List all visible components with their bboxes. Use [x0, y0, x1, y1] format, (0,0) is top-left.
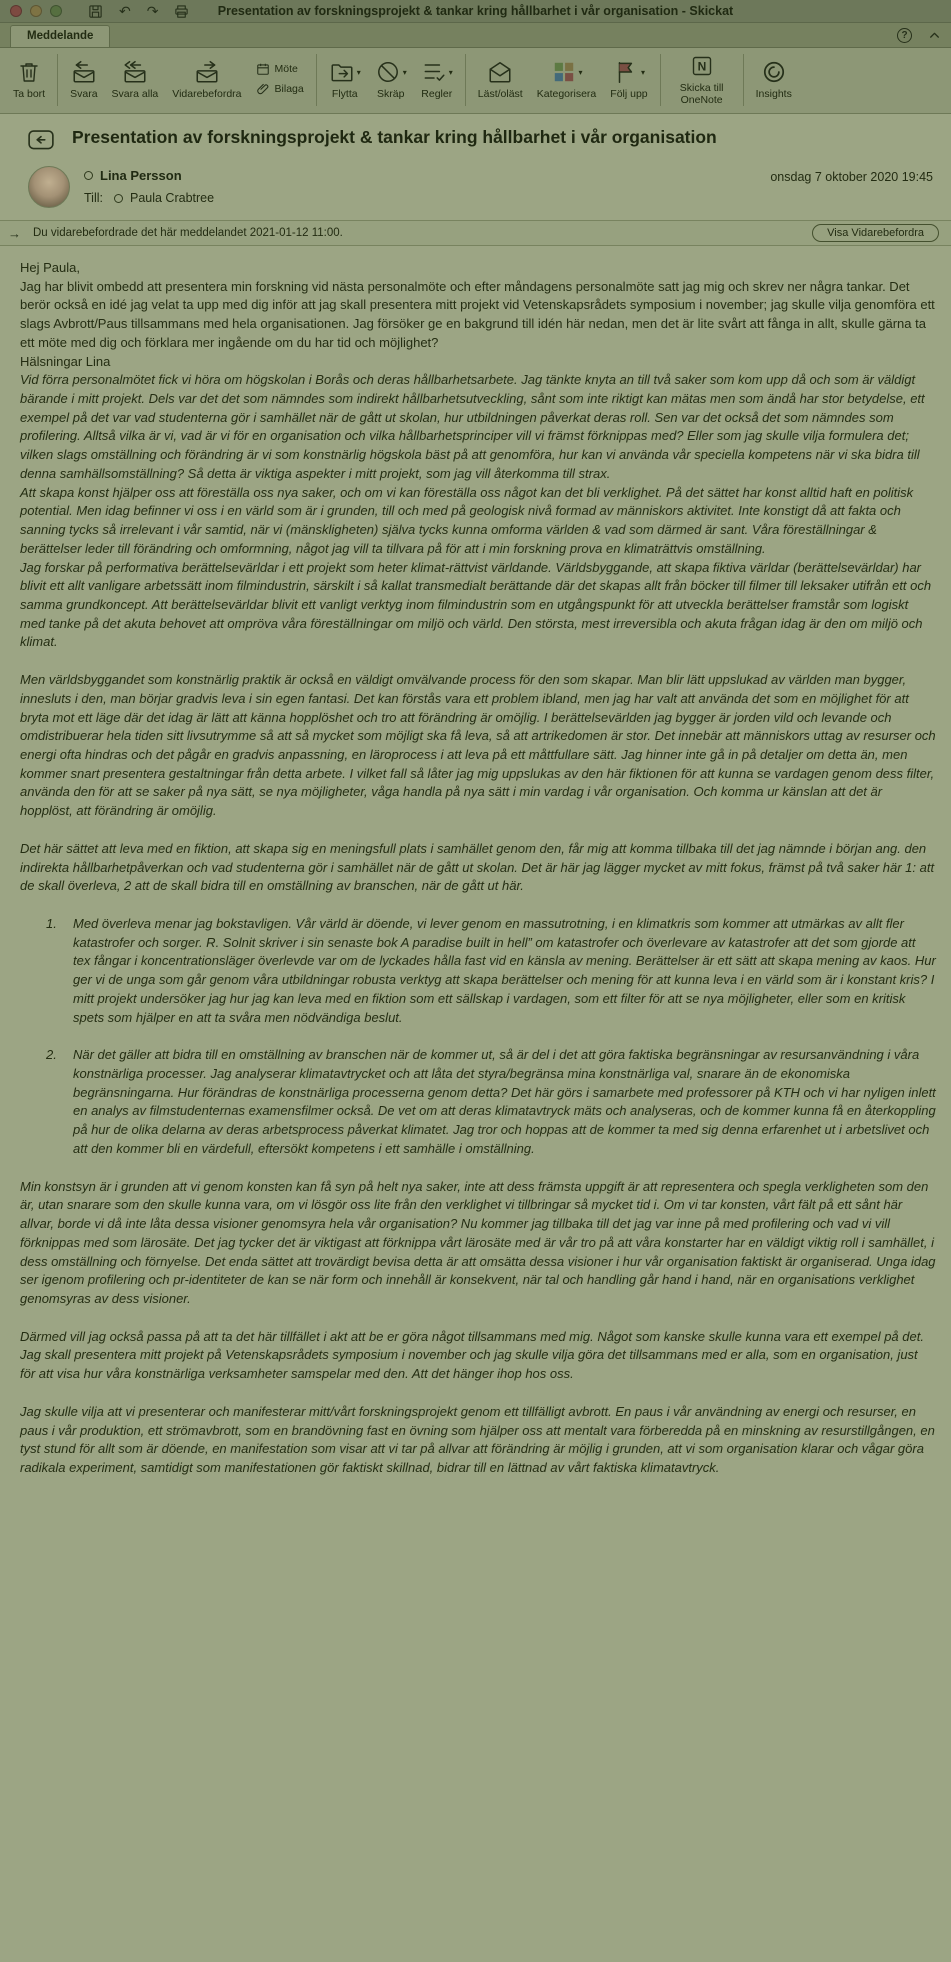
titlebar — [0, 0, 951, 23]
forwarded-notice-text: Du vidarebefordrade det här meddelandet 2021-01-12 11:00. — [33, 227, 343, 239]
email-paragraph: Det här sättet att leva med en fiktion, att skapa sig en meningsfull plats i samhället genom den, får mig att komma tillbaka till det jag nämnde i början ang. den indirekta hållbarhetpåverkan och vad studenterna gör i samhället när de gått ut skolan. Det är här jag lägger mycket av mitt fokus, främst på två saker här 1: att de skall överleva, 2 att de skall bidra till en omställning av branschen, när de gått ut här. — [20, 840, 935, 894]
ribbon-divider — [316, 54, 317, 106]
folder-move-icon — [329, 59, 355, 85]
sender-name[interactable]: Lina Persson — [100, 168, 182, 183]
rules-button[interactable]: ▾ Regler — [414, 55, 460, 104]
flag-icon — [613, 59, 639, 85]
presence-indicator — [84, 171, 93, 180]
email-body — [0, 246, 951, 1508]
follow-up-button[interactable]: ▾ Följ upp — [603, 55, 654, 104]
dropdown-caret-icon: ▾ — [640, 67, 645, 77]
help-icon[interactable]: ? — [897, 28, 912, 43]
ribbon-divider — [465, 54, 466, 106]
insights-icon — [761, 58, 787, 86]
dropdown-caret-icon: ▾ — [578, 67, 583, 77]
email-paragraph: Jag skulle vilja att vi presenterar och manifesterar mitt/vårt forskningsprojekt genom ett tillfälligt avbrott. En paus i vår användning av energi och resurser, en paus i vår produktion, ett strömavbrott, som en brandövning fast en övning som hjälper oss att mentalt vara förberedda på en minskning av resurstillgången, en tyst stund för allt som är döende, en manifestation som visar att vi tar på allvar att förändring är möjlig i grunden, att vi som organisation klarar och vågar göra radikala experiment, samtidigt som manifestationen gör faktiskt skillnad, bidrar till en lättnad av vårt faktiska klimatavtryck. — [20, 1403, 935, 1475]
reply-button[interactable]: Svara — [63, 55, 104, 104]
message-date: onsdag 7 oktober 2020 19:45 — [770, 170, 933, 184]
dropdown-caret-icon: ▾ — [402, 67, 407, 77]
ribbon-divider — [57, 54, 58, 106]
move-button[interactable]: ▾ Flytta — [322, 55, 368, 104]
collapse-ribbon-icon[interactable] — [928, 29, 941, 42]
email-paragraph: Vid förra personalmötet fick vi höra om högskolan i Borås och deras hållbarhetsarbete. Jag tänkte knyta an till två saker som kom upp då och som är väldigt bärande i mitt projekt. Dels var det det som nämndes som indirekt hållbarhetsutveckling, sånt som inte riktigt kan mätas men som ändå har stor betydelse, ett exempel på det var vad studenterna gör i samhället när de gått ut skolan, hur utbildningen påverkat deras roll. Sen var det också det som nämndes som profilering. Alltså vilka är vi, vad är vi för en organisation och vilka hållbarhetsprinciper vill vi främst förknippas med? Eller som jag skulle vilja formulera det; vilken slags omställning och förändring är vi som konstnärlig högskola bäst på att genomföra, hur kan vi använda vår speciella kompetens när vi ska bidra till denna samhällsomställning? Så detta är viktiga aspekter i mitt projekt, som jag vill återkomma till strax. — [20, 372, 925, 481]
svg-text:N: N — [697, 59, 706, 74]
presence-indicator — [114, 194, 123, 203]
conversation-icon — [26, 126, 56, 156]
undo-icon[interactable]: ↶ — [119, 3, 131, 19]
list-number: 1. — [46, 916, 57, 931]
tab-meddelande[interactable]: Meddelande — [10, 25, 110, 47]
calendar-icon — [256, 62, 270, 76]
send-to-onenote-button[interactable]: N Skicka till OneNote — [666, 49, 738, 109]
window-title: Presentation av forskningsprojekt & tankar kring hållbarhet i vår organisation - Skickat — [217, 4, 734, 18]
zoom-window-button[interactable] — [50, 5, 62, 17]
reply-all-button[interactable]: Svara alla — [105, 55, 166, 104]
email-paragraph: Att skapa konst hjälper oss att föreställa oss nya saker, och om vi kan föreställa oss något kan det bli verklighet. På det sättet har konst alltid haft en politisk potential. Men idag befinner vi oss i en värld som är i grunden, till och med på geologisk nivå formad av människors aktivitet. Inte konstigt då att fakta och sanning tycks så irrelevant i vår samtid, när vi (mänskligheten) själva tycks kunna omforma världen & vad som därmed är sant. Våra föreställningar & berättelser leder till förändring och omformning, något jag vill ta tillvara på för att i min forskning prova en klimaträttvis omställning. — [20, 484, 914, 556]
read-unread-button[interactable]: Läst/oläst — [471, 55, 530, 104]
ribbon-divider — [743, 54, 744, 106]
categorize-squares-icon — [551, 59, 577, 85]
email-paragraph: Därmed vill jag också passa på att ta det här tillfället i akt att be er göra något tillsammans med mig. Något som kanske skulle kunna vara ett exempel på det. Jag skall presentera mitt projekt på Vetenskapsrådets symposium i november och jag skulle vilja göra det tillsammans med er alla, som en organisation, just för att visa hur våra konstnärliga verksamheter samspelar med den. Att det hänger ihop hos oss. — [20, 1328, 924, 1382]
print-icon[interactable] — [174, 4, 189, 19]
list-text: Med överleva menar jag bokstavligen. Vår värld är döende, vi lever genom en massutrotning, i en klimatkris som kommer att utmärkas av allt fler katastrofer och sorger. R. Solnit skriver i sin senaste bok A paradise built in hell” om katastrofer och överlevare av katastrofer att det som gjorde att tex fångar i koncentrationsläger överlevde var om de lyckades hålla fast vid en känsla av mening. Berättelser är ett sätt att skapa mening av kaos. Hur ger vi de unga som går genom våra utbildningar robusta verktyg att skapa berättelser och mening för att kunna leva i en värld som är i konstant kris? I mitt projekt undersöker jag hur jag kan leva med en fiktion som ett sällskap i vardagen, som ett filter för att se nya möjligheter, eller som en kritisk spets som hjälper en att ta svåra men nödvändiga beslut. — [73, 916, 936, 1025]
rules-icon — [421, 59, 447, 85]
trash-icon — [17, 58, 41, 86]
junk-icon — [375, 59, 401, 85]
save-icon[interactable] — [88, 4, 103, 19]
sender-avatar[interactable] — [28, 166, 70, 208]
paperclip-icon — [256, 82, 270, 96]
email-paragraph: Men världsbyggandet som konstnärlig praktik är också en väldigt omvälvande process för den som skapar. Man blir lätt uppslukad av världen man bygger, innesluts i den, man börjar gradvis leva i sin egen fantasi. Det kan förstås vara ett problem ibland, men jag har valt att använda det som en möjlighet för att bryta mot ett läge där det idag är lätt att känna hopplöshet och tro att förändring är omöjlig. I berättelsevärlden jag bygger är jorden vild och levande och omdistribuerar hela tiden sitt livsutrymme så att så mycket som möjligt ska få leva, så att artrikedomen är stor. Det innebär att människors uttag av resurser och energi ofta hindras och det pågår en gradvis anpassning, en läroprocess i att leva på ett måttfullare sätt. Jag hinner inte gå in på detaljer om detta än, men kommer snart presentera gestaltningar från detta arbete. I vilket fall så låter jag mig uppslukas av den här fiktionen för att kunna se vardagen genom dess filter, använda den för att se saker på nya sätt, se nya möjligheter, våga handla på nya sätt i min vardag i vår organisation. Och komma ur känslan att det är hopplöst, att förändring är omöjlig. — [20, 672, 936, 819]
delete-button[interactable]: Ta bort — [6, 55, 52, 104]
forwarded-notice-bar — [0, 220, 951, 246]
email-paragraph: Min konstsyn är i grunden att vi genom konsten kan få syn på helt nya saker, inte att dess främsta uppgift är att representera och spegla verkligheten som den är, utan snarare som den skulle kunna vara, om vi lösgör oss lite från den verklighet vi tillbringar så mycket tid i. Om vi tar konsten, vårt fält på ett sånt här allvar, borde vi då inte låta dessa visioner genomsyra hela vår organisation? Nu kommer jag tillbaka till det jag var inne på med profilering och vad vi vill förknippas med som lärosäte. Det jag tycker det är viktigast att förknippa vårt lärosäte med är vår tro på att våra konstarter har en väldigt viktig roll i samhället, i dess omställning och förnyelse. Det enda sättet att trovärdigt bevisa detta är att omsätta dessa visioner i hur vår organisation faktiskt är organiserad. Unga idag ser igenom profilering och pr-identiteter de kan se när form och innehåll är konsekvent, när tal och handling går hand i hand, när en organisations verklighet genomsyras av dess visioner. — [20, 1178, 936, 1306]
meeting-button[interactable]: Möte — [256, 62, 304, 76]
reply-all-icon — [122, 58, 148, 86]
forwarded-arrow-icon: → — [8, 225, 21, 241]
redo-icon[interactable]: ↷ — [146, 3, 159, 19]
message-subject: Presentation av forskningsprojekt & tankar kring hållbarhet i vår organisation — [72, 127, 717, 147]
ribbon-toolbar — [0, 48, 951, 114]
email-paragraph: Hälsningar Lina — [20, 353, 111, 369]
to-label: Till: — [84, 191, 103, 205]
ribbon-divider — [660, 54, 661, 106]
email-list-item — [20, 915, 936, 1027]
insights-button[interactable]: Insights — [749, 55, 799, 104]
reply-icon — [71, 58, 97, 86]
traffic-lights — [0, 5, 62, 17]
email-paragraph: Hej Paula, — [20, 260, 80, 275]
message-scroll-area[interactable] — [0, 114, 951, 1962]
list-text: När det gäller att bidra till en omställning av branschen när de kommer ut, så är del i det att göra faktiska begränsningar av resursanvändning i våra konstnärliga processer. Jag analyserar klimatavtrycket och att låta det styra/begränsa mina konstnärliga val, snarare än de ekonomiska begränsningarna. Hur förändras de konstnärliga processerna genom detta? Det här görs i samarbete med professorer på KTH och vi har nyligen inlett en analys av filmstudenternas examensfilmer också. De vet om att deras klimatavtryck mäts och analyseras, och de kommer kunna få en återkoppling på hur de olika delarna av deras arbetsprocess påverkat klimatet. Jag tror och hoppas att de kommer ta med sig denna erfarenhet ut i arbetslivet och att den kommer bli en värdefull, eftersökt kompetens i ett samhälle i omställning. — [73, 1047, 936, 1156]
attachment-button[interactable]: Bilaga — [256, 82, 304, 96]
email-paragraph: Jag forskar på performativa berättelsevärldar i ett projekt som heter klimat-rättvist världande. Världsbyggande, att skapa fiktiva världar (berättelsevärldar) har blivit ett allt vanligare arbetssätt inom filmindustrin, särskilt i så kallat transmedialt berättande där det skapas allt från böcker till filmer till leksaker utifrån ett och samma grundkoncept. Att berättelsevärldar blivit ett vanligt verktyg inom filmindustrin som en utgångspunkt för att utveckla berättelser framstår som logiskt med tanke på det akuta behovet att ompröva våra föreställningar om miljö och värld. Den största, mest irreversibla och akuta frågan idag är den om miljö och klimat. — [20, 559, 932, 650]
minimize-window-button[interactable] — [30, 5, 42, 17]
email-paragraph: Jag har blivit ombedd att presentera min forskning vid nästa personalmöte och efter måndagens personalmöte satt jag mig och skrev ner några tankar. Det berör också en idé jag velat ta upp med dig inför att jag skall presentera mitt projekt vid Vetenskapsrådets symposium i november; jag skulle vilja genomföra ett slags Avbrott/Paus tillsammans med hela organisationen. Jag försöker ge en bakgrund till idén här nedan, men det är lite svårt att fånga in allt, skulle gärna ta ett möte med dig och förklara mer ingående om du har tid och möjlighet? — [20, 278, 935, 350]
list-number: 2. — [46, 1047, 57, 1063]
recipient-name[interactable]: Paula Crabtree — [129, 191, 215, 205]
dropdown-caret-icon: ▾ — [448, 67, 453, 77]
show-forward-button[interactable]: Visa Vidarebefordra — [812, 224, 939, 242]
junk-button[interactable]: ▾ Skräp — [368, 55, 414, 104]
categorize-button[interactable]: ▾ Kategorisera — [530, 55, 604, 104]
forward-icon — [194, 58, 220, 86]
forward-button[interactable]: Vidarebefordra — [165, 55, 248, 104]
onenote-icon — [690, 52, 714, 80]
dropdown-caret-icon: ▾ — [356, 67, 361, 77]
close-window-button[interactable] — [10, 5, 22, 17]
ribbon-tab-row — [0, 23, 951, 48]
email-list-item — [20, 1046, 936, 1158]
open-envelope-icon — [487, 58, 513, 86]
